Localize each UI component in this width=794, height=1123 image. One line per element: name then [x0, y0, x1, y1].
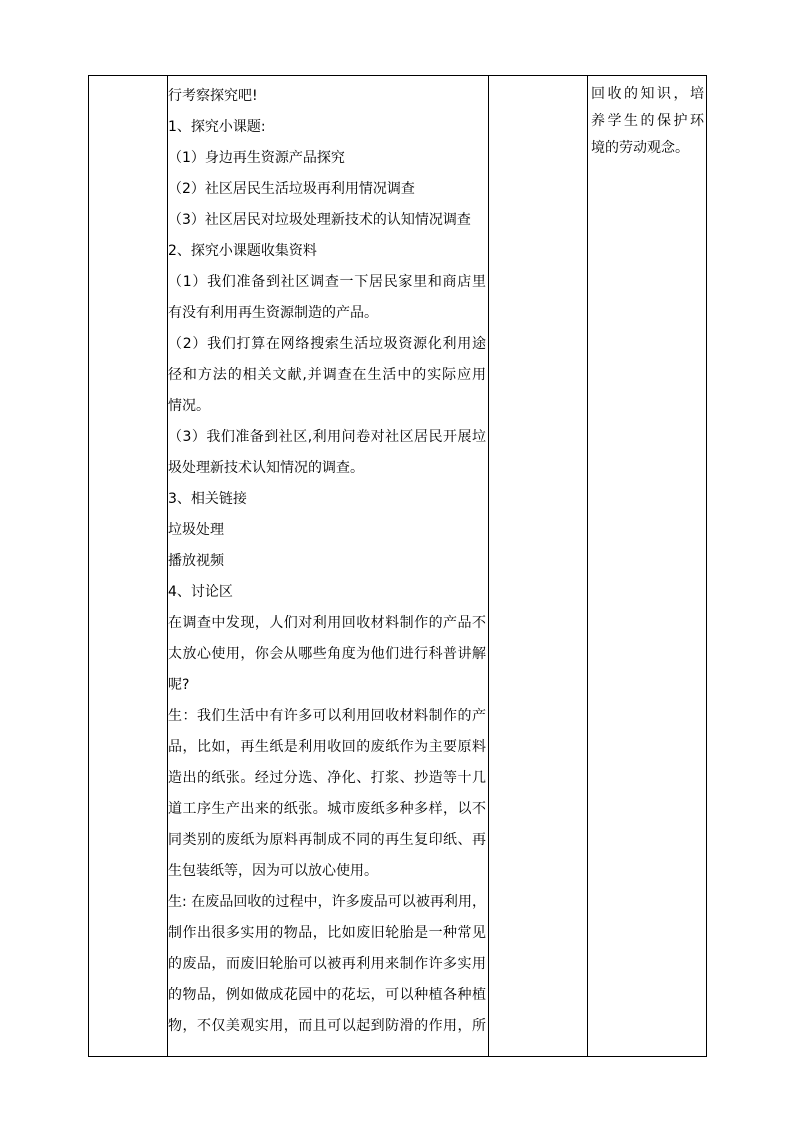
content-line: 1、探究小课题: — [168, 119, 266, 135]
teaching-content-cell — [168, 81, 486, 1042]
content-line: 道工序生产出来的纸张。城市废纸多种多样，以不 — [168, 801, 486, 817]
content-line: 3、相关链接 — [168, 491, 247, 507]
content-line: 情况。 — [168, 398, 210, 414]
content-line: （2）我们打算在网络搜索生活垃圾资源化利用途 — [168, 336, 486, 352]
content-line: 有没有利用再生资源制造的产品。 — [168, 305, 378, 321]
content-line: 物，不仅美观实用，而且可以起到防滑的作用，所 — [168, 1018, 486, 1034]
content-line: （2）社区居民生活垃圾再利用情况调查 — [168, 181, 415, 197]
content-line: 径和方法的相关文献,并调查在生活中的实际应用 — [168, 367, 486, 383]
content-line: 在调查中发现，人们对利用回收材料制作的产品不 — [168, 615, 486, 631]
content-line: （3）社区居民对垃圾处理新技术的认知情况调查 — [168, 212, 471, 228]
content-line: （1）身边再生资源产品探究 — [168, 150, 345, 166]
content-line: 播放视频 — [168, 553, 224, 569]
content-line: 行考察探究吧! — [168, 88, 258, 104]
content-line: 太放心使用，你会从哪些角度为他们进行科普讲解 — [168, 646, 486, 662]
design-intent-cell — [591, 81, 704, 162]
content-line: 品，比如，再生纸是利用收回的废纸作为主要原料 — [168, 739, 486, 755]
content-line: 4、讨论区 — [168, 584, 233, 600]
lesson-table — [88, 75, 707, 1057]
content-line: 制作出很多实用的物品，比如废旧轮胎是一种常见 — [168, 925, 486, 941]
content-line: 呢? — [168, 677, 190, 693]
column-divider-3 — [587, 76, 588, 1056]
column-divider-2 — [488, 76, 489, 1056]
intent-line: 境的劳动观念。 — [591, 140, 689, 156]
intent-line: 回收的知识，培 — [591, 86, 704, 102]
content-line: 垃圾处理 — [168, 522, 224, 538]
content-line: 同类别的废纸为原料再制成不同的再生复印纸、再 — [168, 832, 486, 848]
content-line: 生: 在废品回收的过程中，许多废品可以被再利用， — [168, 894, 486, 910]
content-line: （1）我们准备到社区调查一下居民家里和商店里 — [168, 274, 486, 290]
content-line: 2、探究小课题收集资料 — [168, 243, 317, 259]
content-line: 的废品，而废旧轮胎可以被再利用来制作许多实用 — [168, 956, 486, 972]
intent-line: 养学生的保护环 — [591, 113, 704, 129]
content-line: 圾处理新技术认知情况的调查。 — [168, 460, 364, 476]
content-line: 生包装纸等，因为可以放心使用。 — [168, 863, 378, 879]
content-line: 生：我们生活中有许多可以利用回收材料制作的产 — [168, 708, 486, 724]
content-line: 造出的纸张。经过分选、净化、打浆、抄造等十几 — [168, 770, 486, 786]
content-line: 的物品，例如做成花园中的花坛，可以种植各种植 — [168, 987, 486, 1003]
content-line: （3）我们准备到社区,利用问卷对社区居民开展垃 — [168, 429, 486, 445]
